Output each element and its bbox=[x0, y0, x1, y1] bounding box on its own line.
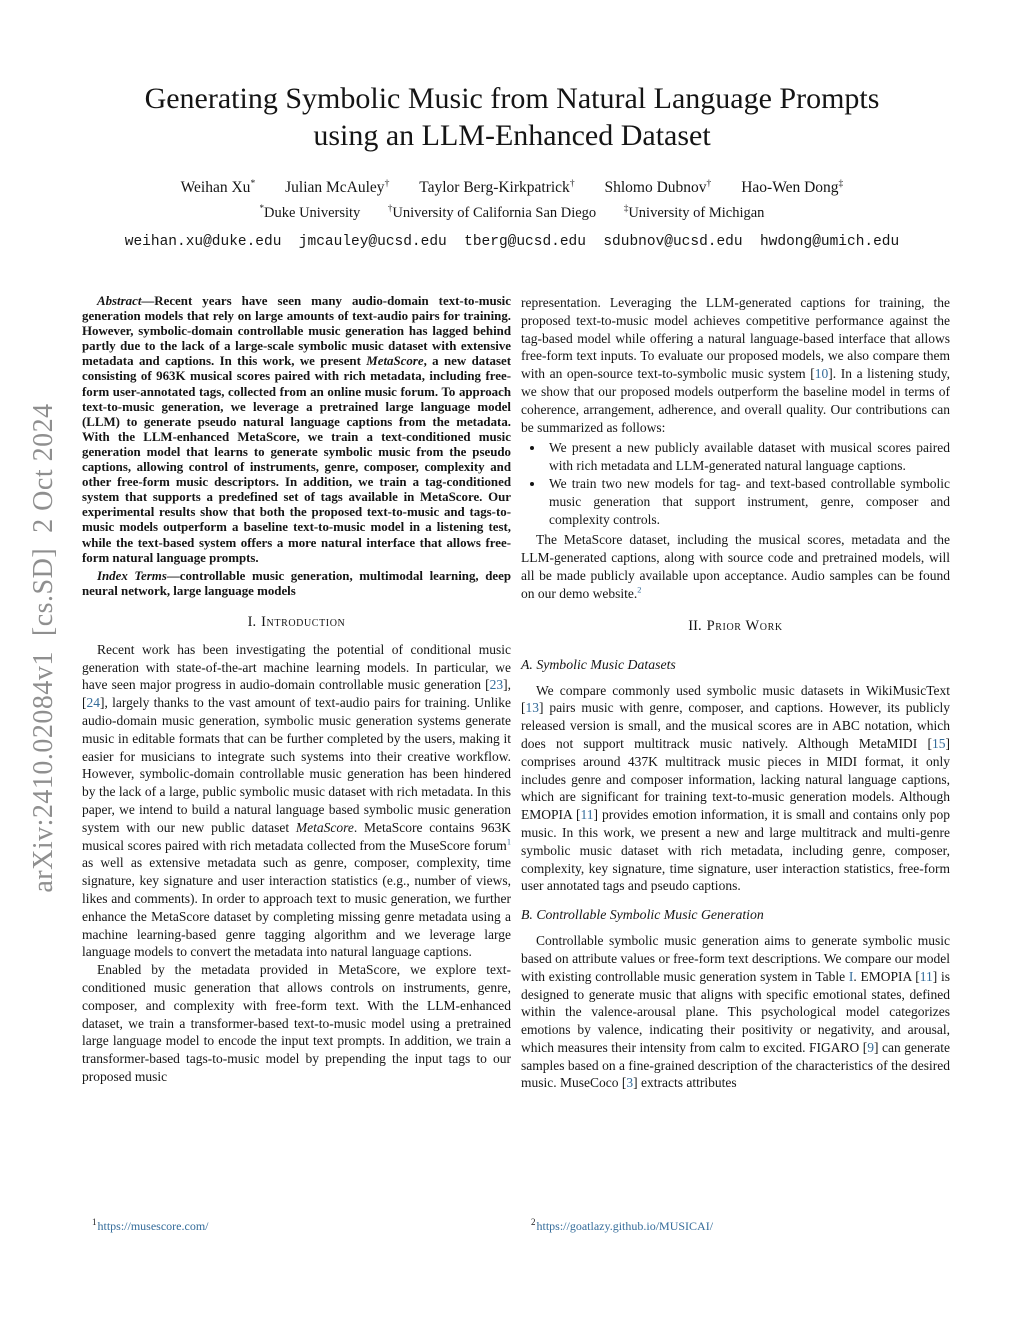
footnote-ref[interactable]: 1 bbox=[506, 837, 511, 847]
section-heading-introduction: I. Introduction bbox=[247, 613, 346, 630]
affiliation-list bbox=[0, 205, 1024, 222]
citation-link[interactable]: 23 bbox=[489, 677, 504, 693]
author-list bbox=[0, 179, 1024, 197]
index-terms-lead: Index Terms bbox=[97, 568, 167, 583]
datasets-paragraph: We compare commonly used symbolic music datasets in WikiMusicText [13] pairs music with genre, composer, and captions. However, its publicly released version is small, and the musical scores are in ABC notation, which does not support multitrack music natively. Although MetaMIDI [15] comprises around 437K multitrack music pieces in MIDI format, it only includes genre and composer information, lacking natural language captions, which are significant for training text-to-music generation models. Although EMOPIA [11] provides emotion information, it is small and contains only pop music. In this work, we present a new and large multitrack and multi-genre symbolic music dataset with rich metadata, including genre, composer, complexity, key signature, time signature, user interaction statistics, free-form user annotated tags and pseudo captions. bbox=[521, 682, 950, 894]
table-ref-link[interactable]: I bbox=[848, 968, 854, 984]
citation-link[interactable]: 9 bbox=[867, 1039, 874, 1055]
author-name: Shlomo Dubnov† bbox=[604, 177, 712, 196]
arxiv-stamp: arXiv:2410.02084v1 [cs.SD] 2 Oct 2024 bbox=[28, 403, 59, 893]
affiliation: †University of California San Diego bbox=[387, 203, 597, 221]
author-affmark: † bbox=[569, 177, 575, 189]
continuation-paragraph: representation. Leveraging the LLM-generated captions for training, the proposed text-to-music model achieves competitive performance against the tag-based model while offering a natural language-based interface that allows free-form text inputs. To evaluate our proposed models, we also compare them with an open-source text-to-symbolic music system [10]. In a listening study, we show that our proposed models outperform the baseline model in terms of coherence, arrangement, adherence, and overall quality. Our contributions can be summarized as follows: bbox=[521, 295, 950, 435]
footnote-1 bbox=[82, 1209, 511, 1234]
citation-link[interactable]: 3 bbox=[626, 1075, 634, 1091]
author-affmark: ‡ bbox=[838, 177, 844, 189]
contribution-item: • We train two new models for tag- and text-based controllable symbolic music generation that support instrument, genre, composer and complexity controls. bbox=[545, 475, 950, 528]
two-column-body bbox=[0, 250, 1024, 1234]
author-affmark: * bbox=[250, 177, 256, 189]
paper-header bbox=[0, 0, 1024, 250]
subsection-symbolic-music-datasets: A. Symbolic Music Datasets bbox=[521, 656, 676, 672]
footnote-1-marker: 1 bbox=[92, 1217, 97, 1227]
subsection-controllable-generation: B. Controllable Symbolic Music Generation bbox=[521, 907, 764, 923]
paper-title bbox=[0, 80, 1024, 154]
contribution-item: • We present a new publicly available dataset with musical scores paired with rich metadata and LLM-generated natural language captions. bbox=[545, 439, 950, 475]
citation-link[interactable]: 11 bbox=[580, 807, 594, 823]
left-column bbox=[82, 294, 511, 1234]
availability-paragraph: The MetaScore dataset, including the musical scores, metadata and the LLM-generated captions, along with source code and pretrained models, will all be made publicly available upon acceptance. Audio samples can be found on our demo website.$^2$ bbox=[521, 532, 950, 601]
author-affmark: † bbox=[706, 177, 712, 189]
author-emails: weihan.xu@duke.edu jmcauley@ucsd.edu tberg@ucsd.edu sdubnov@ucsd.edu hwdong@umich.edu bbox=[124, 234, 900, 250]
footnote-2-link[interactable]: https://goatlazy.github.io/MUSICAI/ bbox=[536, 1219, 714, 1233]
citation-link[interactable]: 15 bbox=[932, 735, 946, 751]
index-terms-text: —controllable music generation, multimodal learning, deep neural network, large language models bbox=[82, 568, 511, 598]
intro-paragraph-2: Enabled by the metadata provided in MetaScore, we explore text-conditioned music generation that allows controls on instruments, genre, composer, and complexity with free-form text. With the LLM-enhanced dataset, we train a transformer-based text-to-music model using a pretrained large language model to encode the input text prompts. In addition, we train a transformer-based tags-to-music model by prepending the input tags to our proposed music bbox=[82, 962, 511, 1084]
citation-link[interactable]: 10 bbox=[814, 366, 829, 382]
footnote-1-link[interactable]: https://musescore.com/ bbox=[97, 1219, 209, 1233]
affiliation: *Duke University bbox=[259, 203, 361, 221]
footnote-ref[interactable]: 2 bbox=[637, 585, 642, 595]
author-name: Weihan Xu* bbox=[180, 177, 256, 196]
controllable-paragraph: Controllable symbolic music generation aims to generate symbolic music based on attribute values or free-form text descriptions. We compare our model with existing controllable music generation system in Table I. EMOPIA [11] is designed to generate music that aligns with specific emotional states, defined within the valence-arousal plane. This psychological model categorizes emotions by valence, indicating their positivity or negativity, and arousal, which measures their intensity from calm to excited. FIGARO [9] can generate samples based on a fine-grained description of the characteristics of the desired music. MuseCoco [3] extracts attributes bbox=[521, 933, 950, 1091]
footnote-2-marker: 2 bbox=[531, 1217, 536, 1227]
contribution-list bbox=[521, 439, 950, 528]
paper-title-line1: Generating Symbolic Music from Natural Language Prompts bbox=[144, 82, 880, 115]
abstract-lead: Abstract bbox=[97, 294, 142, 308]
abstract-text: —Recent years have seen many audio-domain text-to-music generation models that rely on large amounts of text-audio pairs for training. However, symbolic-domain controllable music generation has lagged behind partly due to the lack of a large-scale symbolic music dataset with extensive metadata and captions. In this work, we present MetaScore, a new dataset consisting of 963K musical scores paired with rich metadata, including free-form user-annotated tags, collected from an online music forum. To approach text-to-music generation, we leverage a pretrained large language model (LLM) to generate pseudo natural language captions from the metadata. With the LLM-enhanced MetaScore, we train a text-conditioned music generation model that learns to generate symbolic music from the pseudo captions, allowing control of instruments, genre, composer, complexity and other free-form music descriptors. In addition, we train a tag-conditioned system that supports a predefined set of tags available in MetaScore. Our experimental results show that both the proposed text-to-music and tags-to-music models outperform a baseline text-to-music model in a listening test, while the text-based system offers a more natural interface that allows free-form natural language prompts. bbox=[82, 294, 511, 565]
footnote-2 bbox=[521, 1209, 950, 1234]
author-affmark: † bbox=[384, 177, 390, 189]
citation-link[interactable]: 11 bbox=[919, 968, 933, 984]
citation-link[interactable]: 13 bbox=[525, 700, 539, 716]
abstract-paragraph bbox=[82, 294, 511, 566]
intro-paragraph-1: Recent work has been investigating the potential of conditional music generation with state-of-the-art machine learning models. In particular, we have seen major progress in audio-domain controllable music generation [23], [24], largely thanks to the vast amount of text-audio pairs for training. Unlike audio-domain music generation, symbolic music generation systems generate music in editable formats that can be further completed by the users, making it easier for musicians to integrate such systems into their creative workflow. However, symbolic-domain controllable music generation has been hindered by the lack of a large, public symbolic music dataset with rich metadata. In this paper, we intend to build a natural language based symbolic music generation system with our new public dataset MetaScore. MetaScore contains 963K musical scores paired with rich metadata collected from the MuseScore forum$^1$ as well as extensive metadata such as genre, composer, complexity, time signature, key signature and user interaction statistics (e.g., number of views, likes and comments). In order to approach text to music generation, we further enhance the MetaScore dataset by completing missing genre metadata using a machine learning-based genre tagging algorithm and we leverage large language models to convert the metadata into natural language captions. bbox=[82, 641, 512, 960]
index-terms-paragraph bbox=[82, 569, 511, 599]
author-name: Julian McAuley† bbox=[285, 177, 390, 196]
author-name: Taylor Berg-Kirkpatrick† bbox=[419, 177, 575, 196]
right-column bbox=[521, 294, 950, 1234]
paper-title-line2: using an LLM-Enhanced Dataset bbox=[313, 119, 711, 152]
author-name: Hao-Wen Dong‡ bbox=[741, 177, 844, 196]
section-heading-prior-work: II. Prior Work bbox=[688, 617, 783, 634]
affiliation: ‡University of Michigan bbox=[623, 203, 765, 221]
citation-link[interactable]: 24 bbox=[86, 695, 100, 711]
